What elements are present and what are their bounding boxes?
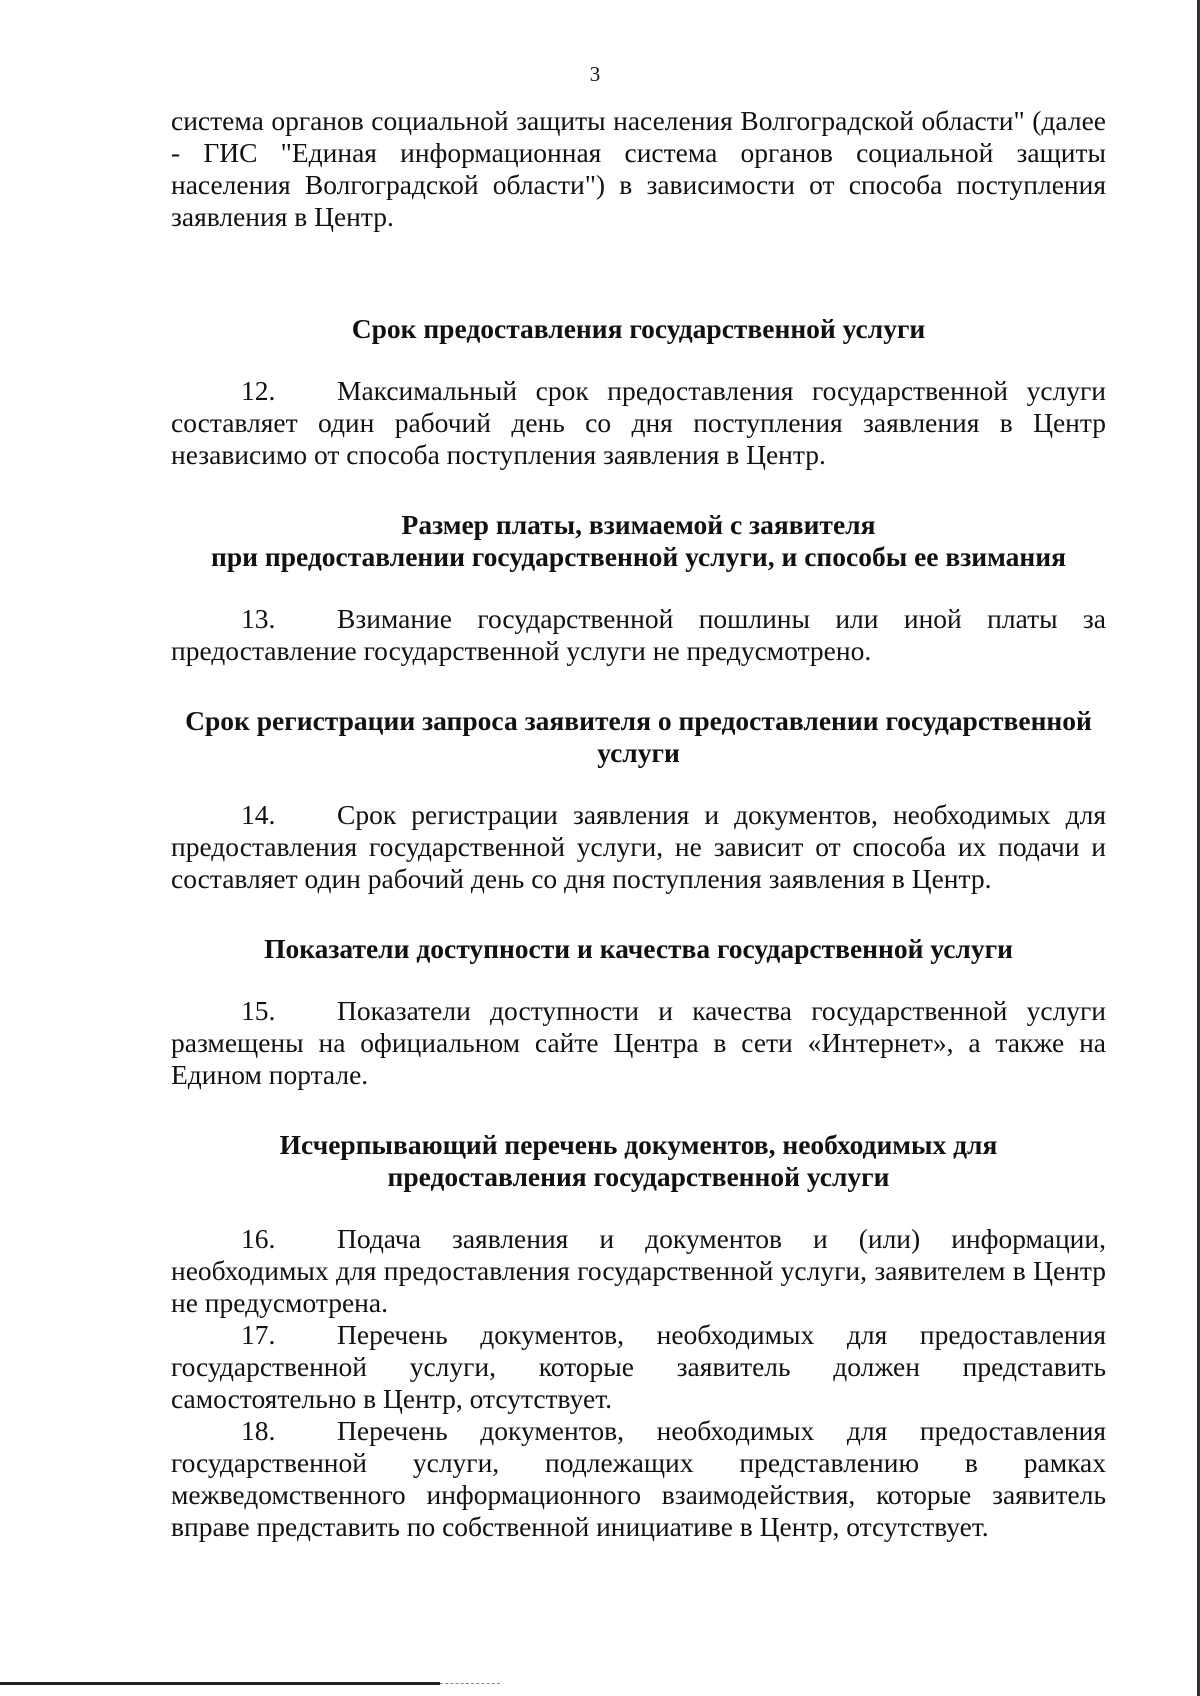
paragraph-number: 14. [241, 799, 276, 830]
paragraph-text: Подача заявления и документов и (или) информации, необходимых для предоставления государственной услуги, заявителем в Центр не предусмотрена. [171, 1223, 1106, 1318]
section-heading-documents [171, 1129, 1106, 1193]
paragraph-text: Взимание государственной пошлины или иной платы за предоставление государственной услуги не предусмотрено. [171, 603, 1106, 666]
section-heading-fee [171, 509, 1106, 573]
paragraph-text: Перечень документов, необходимых для предоставления государственной услуги, которые заявитель должен представить самостоятельно в Центр, отсутствует. [171, 1319, 1106, 1414]
section-heading-term: Срок предоставления государственной услуги [351, 313, 926, 344]
heading-line: при предоставлении государственной услуги, и способы ее взимания [211, 541, 1066, 572]
paragraph-number: 18. [241, 1415, 276, 1446]
paragraph-12 [171, 375, 1106, 471]
section-heading-registration: Срок регистрации запроса заявителя о предоставлении государственной услуги [185, 705, 1092, 768]
scan-bottom-edge [0, 1682, 440, 1685]
page-number: 3 [589, 62, 601, 86]
paragraph-number: 17. [241, 1319, 276, 1350]
paragraph-number: 16. [241, 1223, 276, 1254]
paragraph-17 [171, 1319, 1106, 1415]
paragraph-15 [171, 995, 1106, 1091]
scan-bottom-edge-fade [440, 1683, 500, 1685]
paragraph-text: Показатели доступности и качества государственной услуги размещены на официальном сайте Центра в сети «Интернет», а также на Едином портале. [171, 995, 1106, 1090]
paragraph-14 [171, 799, 1106, 895]
intro-paragraph: система органов социальной защиты населения Волгоградской области" (далее - ГИС "Единая информационная система органов социальной защиты населения Волгоградской области") в зависимости от способа поступления заявления в Центр. [171, 105, 1106, 232]
heading-line: Исчерпывающий перечень документов, необходимых для [279, 1129, 998, 1160]
paragraph-number: 13. [241, 603, 276, 634]
paragraph-13 [171, 603, 1106, 667]
heading-line: Размер платы, взимаемой с заявителя [401, 509, 876, 540]
paragraph-text: Максимальный срок предоставления государственной услуги составляет один рабочий день со дня поступления заявления в Центр независимо от способа поступления заявления в Центр. [171, 375, 1106, 470]
heading-line: предоставления государственной услуги [387, 1161, 890, 1192]
paragraph-18 [171, 1415, 1106, 1543]
paragraph-text: Срок регистрации заявления и документов, необходимых для предоставления государственной услуги, не зависит от способа их подачи и составляет один рабочий день со дня поступления заявления в Центр. [171, 799, 1106, 894]
paragraph-number: 15. [241, 995, 276, 1026]
section-heading-quality: Показатели доступности и качества государственной услуги [264, 933, 1013, 964]
paragraph-number: 12. [241, 375, 276, 406]
document-body [171, 105, 1106, 1543]
paragraph-text: Перечень документов, необходимых для предоставления государственной услуги, подлежащих представлению в рамках межведомственного информационного взаимодействия, которые заявитель вправе представить по собственной инициативе в Центр, отсутствует. [171, 1415, 1106, 1542]
paragraph-16 [171, 1223, 1106, 1319]
